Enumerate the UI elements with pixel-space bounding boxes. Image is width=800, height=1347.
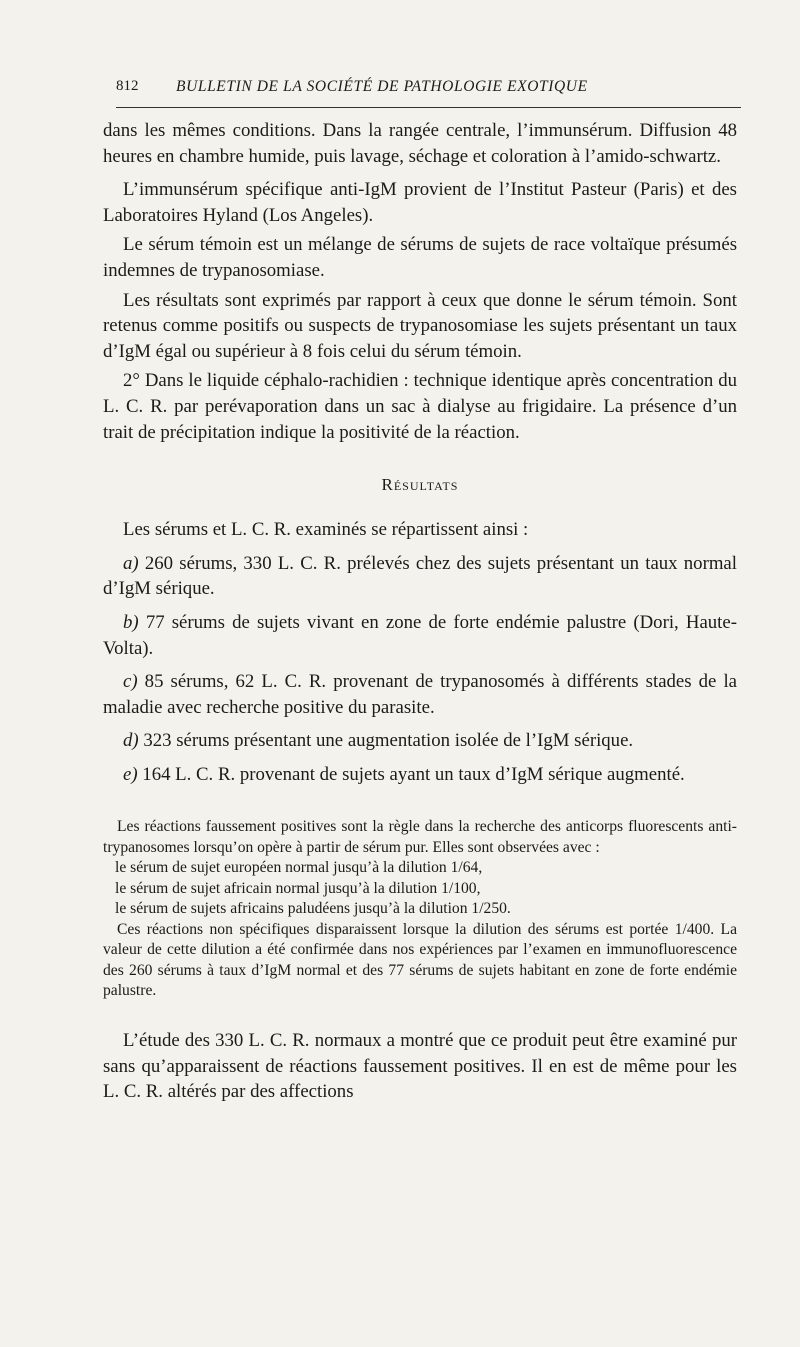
paragraph-methods-end: dans les mêmes conditions. Dans la rangée centrale, l’immunsérum. Diffusion 48 heures en chambre humide, puis lavage, séchage et coloration à l’amido-schwartz. — [103, 120, 737, 167]
item-letter: e) — [123, 763, 138, 785]
paragraph-immunserum: L’immunsérum spécifique anti-IgM provient de l’Institut Pasteur (Paris) et des Laboratoires Hyland (Los Angeles). — [103, 179, 737, 226]
results-item — [103, 551, 737, 602]
running-title: BULLETIN DE LA SOCIÉTÉ DE PATHOLOGIE EXOTIQUE — [176, 78, 588, 95]
small-print-note — [103, 817, 737, 1002]
item-letter: c) — [123, 671, 138, 693]
item-text: 85 sérums, 62 L. C. R. provenant de trypanosomés à différents stades de la maladie avec recherche positive du parasite. — [103, 671, 737, 718]
section-title-resultats: Résultats — [381, 475, 459, 495]
paragraph-lcr-technique: 2° Dans le liquide céphalo-rachidien : technique identique après concentration du L. C. R. par perévaporation dans un sac à dialyse au frigidaire. La présence d’un trait de précipitation indique la positivité de la réaction. — [103, 370, 737, 443]
results-item — [103, 610, 737, 661]
article-body — [103, 118, 737, 1105]
item-letter: b) — [123, 611, 139, 633]
results-intro: Les sérums et L. C. R. examinés se répartissent ainsi : — [123, 519, 529, 541]
paragraph-resultats-exprimes: Les résultats sont exprimés par rapport à ceux que donne le sérum témoin. Sont retenus comme positifs ou suspects de trypanosomiase les sujets présentant un taux d’IgM égal ou supérieur à 8 fois celui du sérum témoin. — [103, 289, 737, 362]
note-paragraph: Les réactions faussement positives sont la règle dans la recherche des anticorps fluorescents anti-trypanosomes lorsqu’on opère à partir de sérum pur. Elles sont observées avec : — [103, 818, 737, 856]
running-header — [116, 78, 741, 100]
header-rule — [116, 107, 741, 108]
item-text: 323 sérums présentant une augmentation isolée de l’IgM sérique. — [143, 730, 634, 752]
page-number: 812 — [116, 78, 139, 94]
results-item — [103, 669, 737, 720]
item-text: 77 sérums de sujets vivant en zone de forte endémie palustre (Dori, Haute-Volta). — [103, 611, 737, 659]
paragraph-serum-temoin: Le sérum témoin est un mélange de sérums de sujets de race voltaïque présumés indemnes de trypanosomiase. — [103, 234, 737, 281]
note-list-item: le sérum de sujet européen normal jusqu’à la dilution 1/64, — [115, 859, 483, 877]
results-item — [103, 728, 737, 754]
note-list-item: le sérum de sujets africains paludéens jusqu’à la dilution 1/250. — [115, 900, 511, 918]
results-item — [103, 762, 737, 788]
paragraph-lcr-normaux: L’étude des 330 L. C. R. normaux a montré que ce produit peut être examiné pur sans qu’apparaissent de réactions faussement positives. Il en est de même pour les L. C. R. altérés par des affections — [103, 1029, 737, 1103]
item-text: 260 sérums, 330 L. C. R. prélevés chez des sujets présentant un taux normal d’IgM sérique. — [103, 552, 737, 600]
item-letter: a) — [123, 552, 139, 574]
item-letter: d) — [123, 730, 139, 752]
item-text: 164 L. C. R. provenant de sujets ayant un taux d’IgM sérique augmenté. — [142, 763, 685, 785]
note-list-item: le sérum de sujet africain normal jusqu’à la dilution 1/100, — [115, 879, 481, 897]
note-paragraph: Ces réactions non spécifiques disparaissent lorsque la dilution des sérums est portée 1/400. La valeur de cette dilution a été confirmée dans nos expériences par l’examen en immunofluorescence des 260 sérums à taux d’IgM normal et des 77 sérums de sujets habitant en zone de forte endémie palustre. — [103, 920, 737, 1000]
